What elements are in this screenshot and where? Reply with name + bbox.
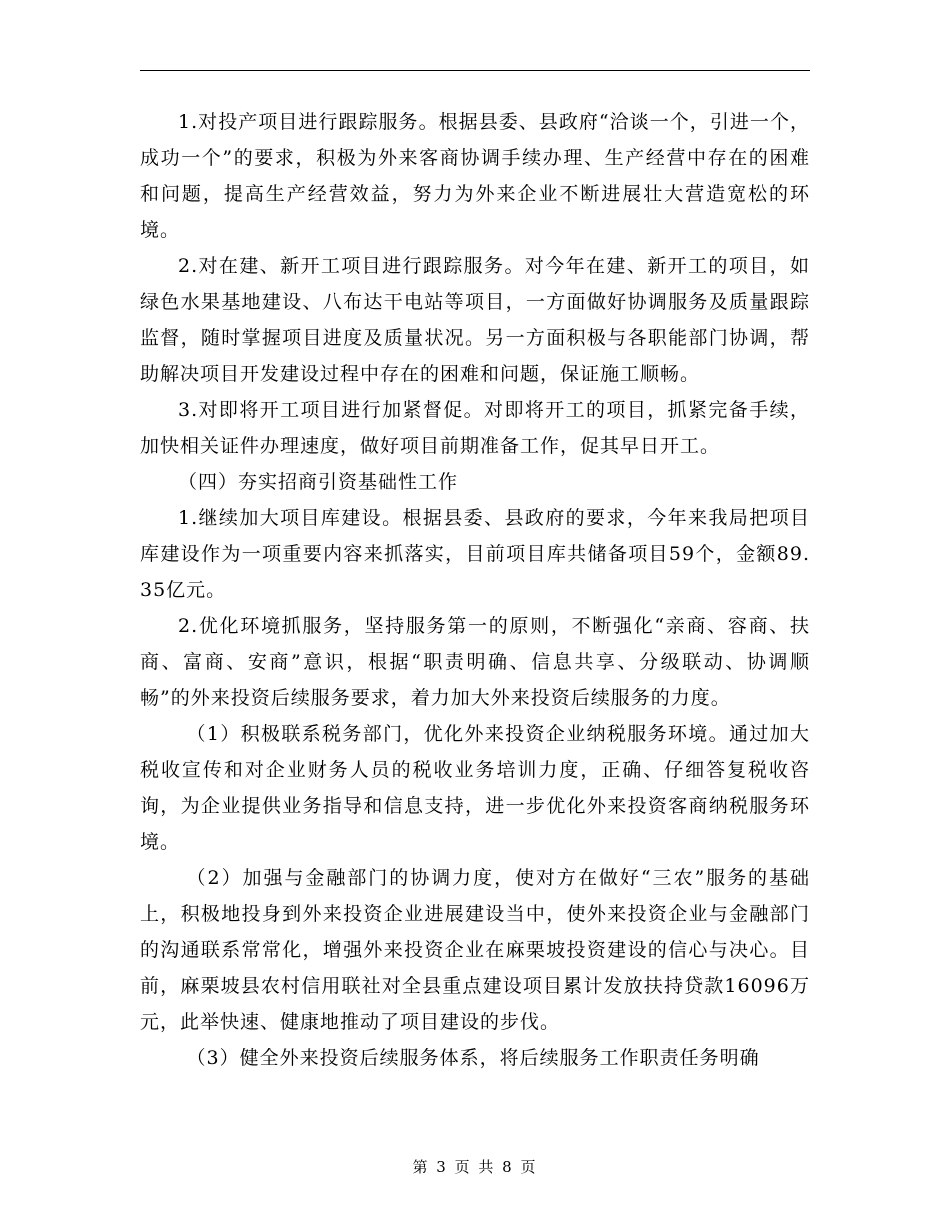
- paragraph-project-urging-upcoming: 3.对即将开工项目进行加紧督促。对即将开工的项目，抓紧完备手续，加快相关证件办理速度，做好项目前期准备工作，促其早日开工。: [140, 399, 810, 457]
- paragraph-project-tracking-construction: 2.对在建、新开工项目进行跟踪服务。对今年在建、新开工的项目，如绿色水果基地建设、八布达干电站等项目，一方面做好协调服务及质量跟踪监督，随时掌握项目进度及质量状况。另一方面积极与各职能部门协调，帮助解决项目开发建设过程中存在的困难和问题，保证施工顺畅。: [140, 255, 810, 385]
- paragraph-service-system: （3）健全外来投资后续服务体系，将后续服务工作职责任务明确: [186, 1047, 760, 1069]
- paragraph-project-library: 1.继续加大项目库建设。根据县委、县政府的要求，今年来我局把项目库建设作为一项重要内容来抓落实，目前项目库共储备项目59个，金额89.35亿元。: [140, 507, 810, 601]
- section-heading-foundation-work: （四）夯实招商引资基础性工作: [178, 471, 459, 493]
- document-body: [140, 104, 810, 1076]
- paragraph-finance-coordination: （2）加强与金融部门的协调力度，使对方在做好“三农”服务的基础上，积极地投身到外来投资企业进展建设当中，使外来投资企业与金融部门的沟通联系常常化，增强外来投资企业在麻栗坡投资建设的信心与决心。目前，麻栗坡县农村信用联社对全县重点建设项目累计发放扶持贷款16096万元，此举快速、健康地推动了项目建设的步伐。: [140, 867, 810, 1033]
- paragraph-tax-service: （1）积极联系税务部门，优化外来投资企业纳税服务环境。通过加大税收宣传和对企业财务人员的税收业务培训力度，正确、仔细答复税收咨询，为企业提供业务指导和信息支持，进一步优化外来投资客商纳税服务环境。: [140, 723, 810, 853]
- paragraph-environment-service: 2.优化环境抓服务，坚持服务第一的原则，不断强化“亲商、容商、扶商、富商、安商”意识，根据“职责明确、信息共享、分级联动、协调顺畅”的外来投资后续服务要求，着力加大外来投资后续服务的力度。: [140, 615, 810, 709]
- paragraph-project-tracking-operational: 1.对投产项目进行跟踪服务。根据县委、县政府“洽谈一个，引进一个，成功一个”的要求，积极为外来客商协调手续办理、生产经营中存在的困难和问题，提高生产经营效益，努力为外来企业不断进展壮大营造宽松的环境。: [140, 111, 810, 241]
- header-rule: [140, 70, 810, 71]
- page-number-footer: 第 3 页 共 8 页: [412, 1158, 538, 1176]
